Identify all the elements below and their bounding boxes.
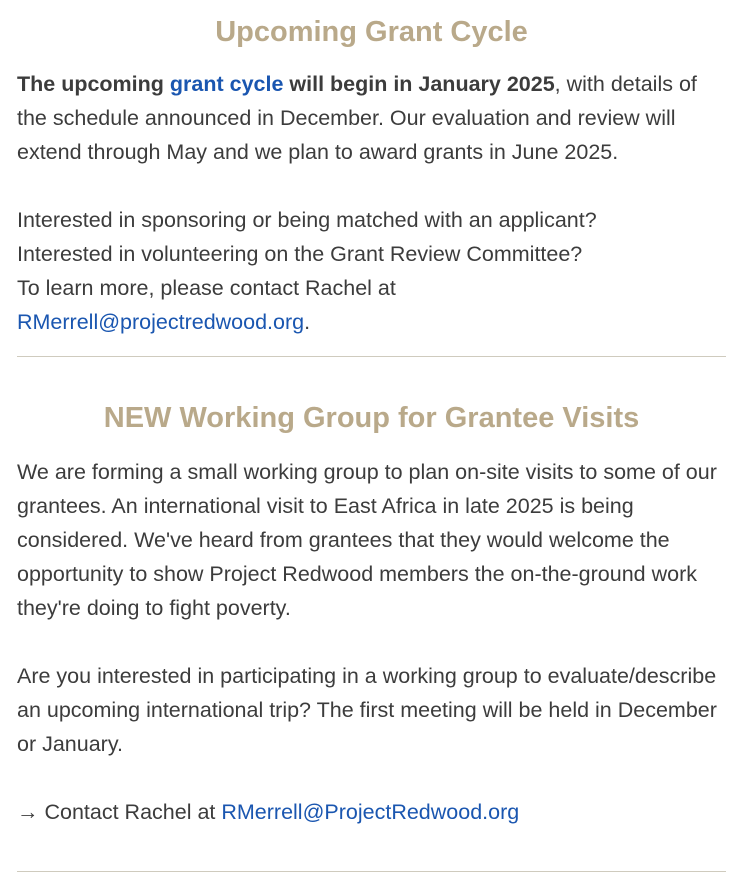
- section-divider: [17, 356, 726, 357]
- body-text: Interested in sponsoring or being matched with an applicant? Interested in volunteering on the Grant Review Committee? To learn more, please contact Rachel at: [17, 208, 597, 300]
- participation-paragraph: Are you interested in participating in a working group to evaluate/describe an upcoming international trip? The first meeting will be held in December or January.: [17, 664, 717, 756]
- contact-paragraph: [17, 203, 607, 339]
- trailing-punctuation: .: [304, 310, 311, 334]
- section-working-group: [17, 401, 726, 872]
- grant-cycle-paragraph: [17, 67, 717, 169]
- section-heading: Upcoming Grant Cycle: [215, 16, 528, 48]
- email-link[interactable]: RMerrell@projectredwood.org: [17, 310, 305, 334]
- contact-line: [17, 795, 726, 829]
- bold-text: The upcoming: [17, 72, 170, 96]
- section-divider: [17, 871, 726, 872]
- section-upcoming-grant-cycle: [17, 0, 726, 357]
- grant-cycle-link[interactable]: grant cycle: [169, 72, 284, 96]
- arrow-right-icon: →: [17, 800, 39, 824]
- body-text: , with details of the schedule announced in December. Our evaluation and review will extend through May and we plan to award grants in June 2025.: [17, 72, 697, 164]
- section-heading: NEW Working Group for Grantee Visits: [103, 402, 640, 434]
- bold-text: will begin in January 2025: [283, 72, 555, 96]
- working-group-paragraph: We are forming a small working group to plan on-site visits to some of our grantees. An international visit to East Africa in late 2025 is being considered. We've heard from grantees that they would welcome the opportunity to show Project Redwood members the on-the-ground work they're doing to fight poverty.: [17, 460, 717, 620]
- contact-label: Contact Rachel at: [38, 800, 222, 824]
- email-link[interactable]: RMerrell@ProjectRedwood.org: [221, 800, 520, 824]
